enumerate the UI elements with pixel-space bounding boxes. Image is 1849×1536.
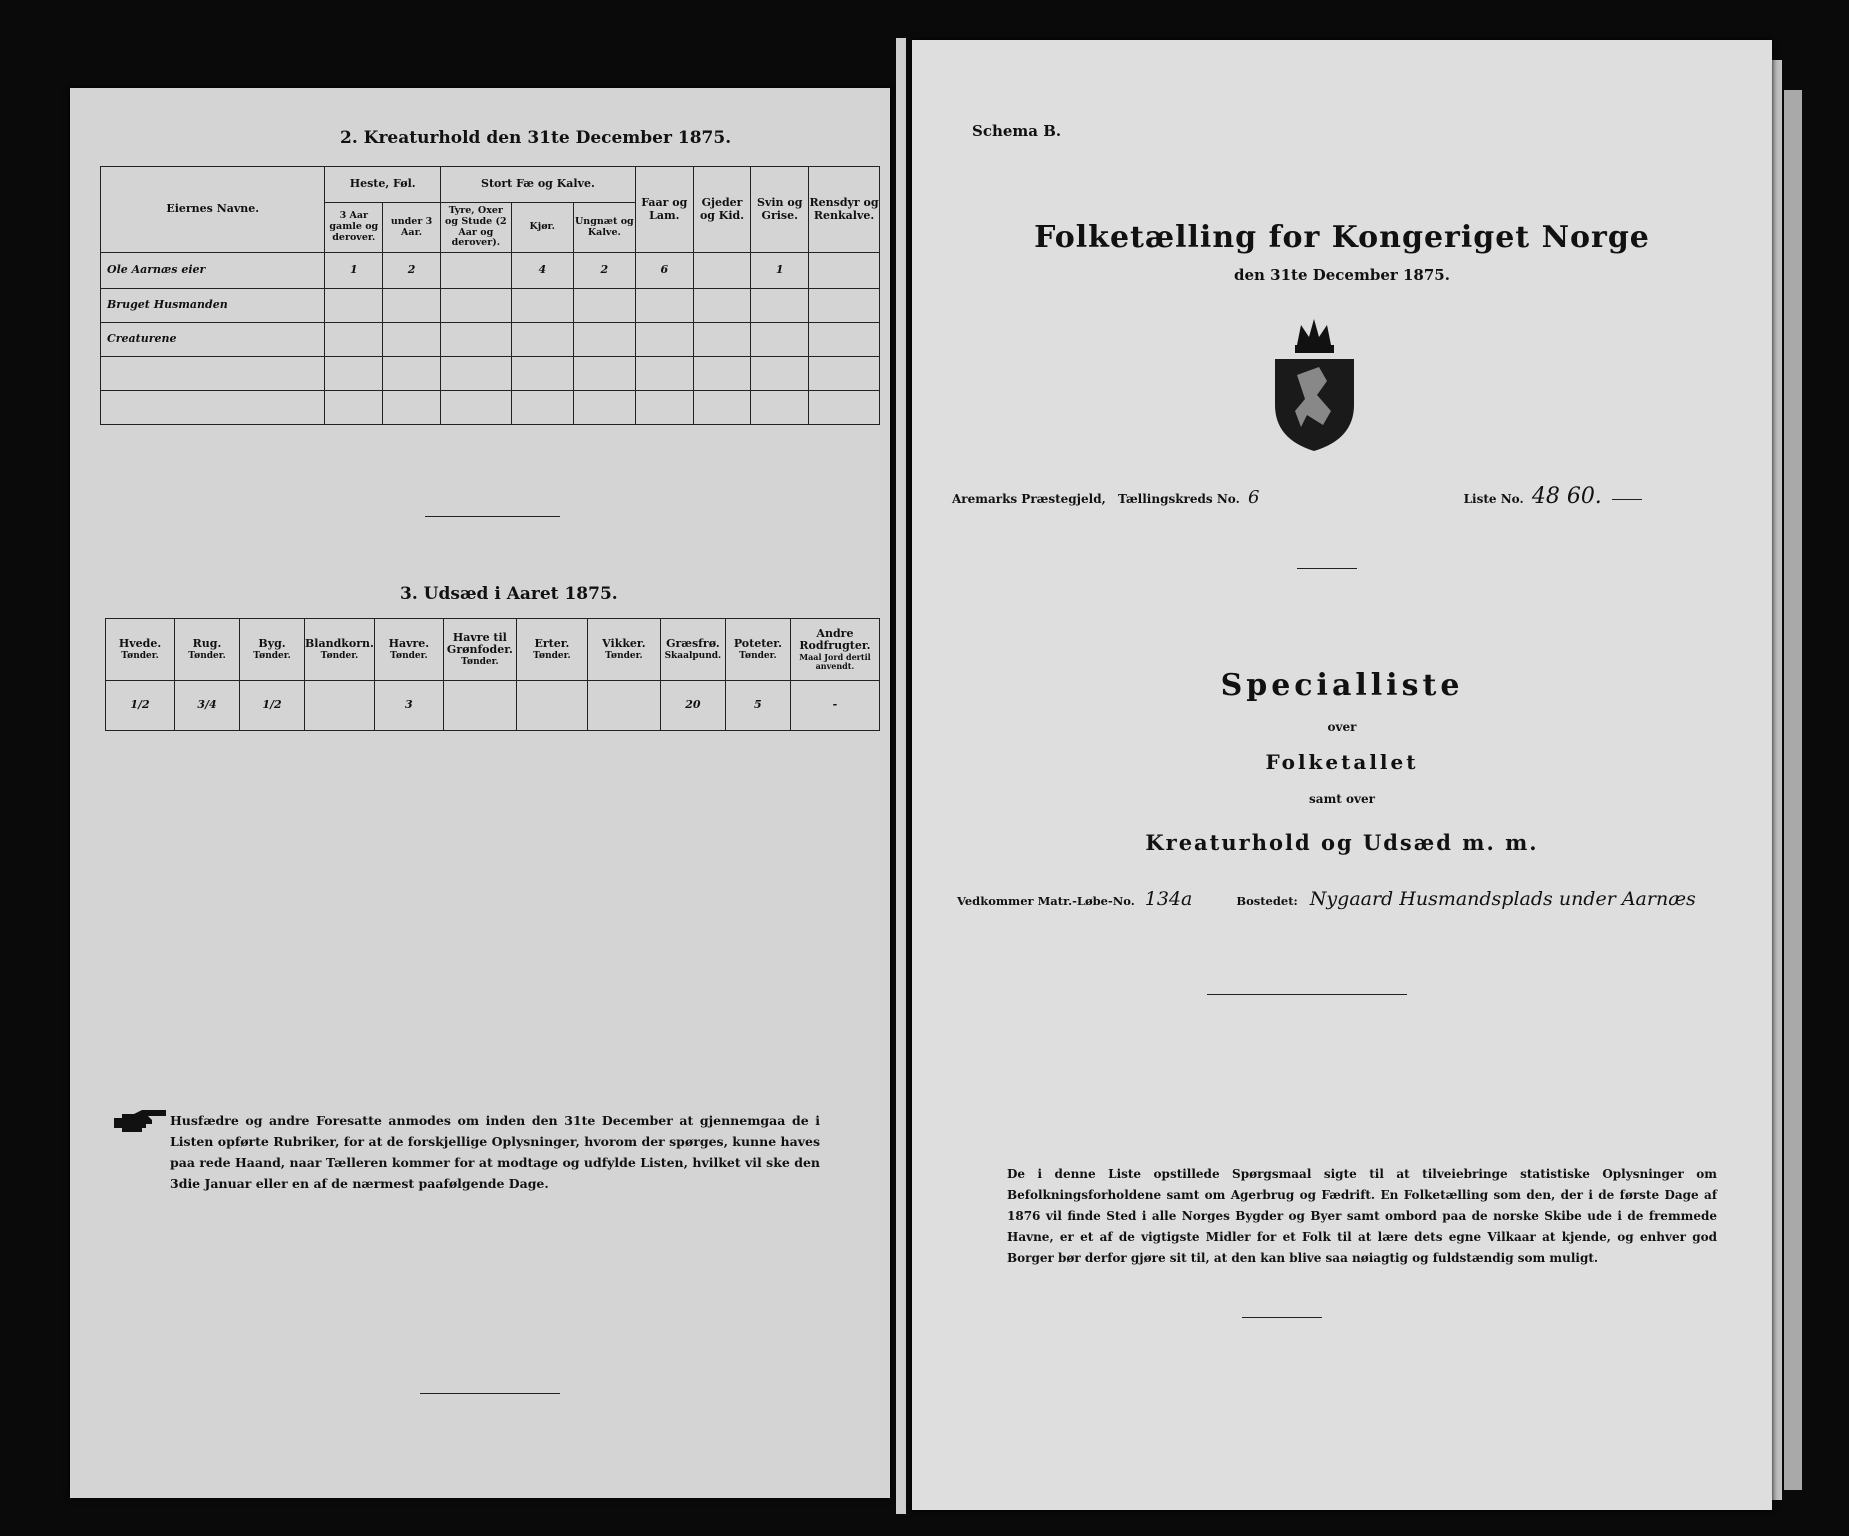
seed-value: 3 bbox=[374, 681, 443, 731]
owner-cell: Ole Aarnæs eier bbox=[101, 253, 325, 289]
seed-header: Havre. Tønder. bbox=[374, 619, 443, 681]
samt-over-text: samt over bbox=[1309, 792, 1375, 806]
sheep-header: Faar og Lam. bbox=[635, 167, 693, 253]
table-row bbox=[101, 289, 880, 323]
cattle-header: Stort Fæ og Kalve. bbox=[440, 167, 635, 203]
bosted-label: Bostedet: bbox=[1236, 894, 1298, 908]
owner-header: Eiernes Navne. bbox=[101, 167, 325, 253]
pigs-header: Svin og Grise. bbox=[751, 167, 809, 253]
section3-title: 3. Udsæd i Aaret 1875. bbox=[400, 584, 618, 604]
liste-value: 48 60. bbox=[1531, 484, 1602, 509]
seed-header: Byg. Tønder. bbox=[240, 619, 305, 681]
divider bbox=[420, 1393, 560, 1394]
notice-text: Husfædre og andre Foresatte anmodes om inden den 31te December at gjennemgaa de i Listen opførte Rubriker, for at de forskjellige Oplysninger, hvorom der spørges, kunne haves paa rede Haand, naar Tælleren kommer for at modtage og udfylde Listen, hvilket vil ske den 3die Januar eller en af de nærmest paafølgende Dage. bbox=[170, 1113, 820, 1191]
seed-value: 3/4 bbox=[175, 681, 240, 731]
calves-cell: 2 bbox=[573, 253, 635, 289]
prestegjeld-label: Aremarks Præstegjeld, bbox=[952, 492, 1106, 506]
bulls-header: Tyre, Oxer og Stude (2 Aar og derover). bbox=[440, 203, 511, 253]
livestock-table bbox=[100, 166, 880, 425]
seed-header: Hvede. Tønder. bbox=[106, 619, 175, 681]
over-text: over bbox=[1327, 720, 1357, 734]
horses-young-cell: 2 bbox=[383, 253, 441, 289]
table-row bbox=[106, 681, 880, 731]
left-page bbox=[70, 88, 890, 1498]
krets-value: 6 bbox=[1247, 487, 1260, 508]
seed-header: Havre til Grønfoder. Tønder. bbox=[443, 619, 516, 681]
seed-value: - bbox=[790, 681, 879, 731]
seed-value bbox=[587, 681, 660, 731]
reindeer-cell bbox=[809, 253, 880, 289]
matr-line bbox=[957, 888, 1757, 910]
section2-title: 2. Kreaturhold den 31te December 1875. bbox=[340, 128, 732, 148]
cows-header: Kjør. bbox=[511, 203, 573, 253]
specialliste-title: Specialliste bbox=[1220, 668, 1464, 703]
krets-label: Tællingskreds No. bbox=[1117, 492, 1240, 506]
table-row bbox=[101, 357, 880, 391]
seed-value bbox=[305, 681, 375, 731]
horses-old-cell: 1 bbox=[325, 253, 383, 289]
census-date: den 31te December 1875. bbox=[1234, 266, 1450, 284]
seed-value: 1/2 bbox=[240, 681, 305, 731]
reindeer-header: Rensdyr og Renkalve. bbox=[809, 167, 880, 253]
kreaturhold-title: Kreaturhold og Udsæd m. m. bbox=[1145, 830, 1539, 855]
bulls-cell bbox=[440, 253, 511, 289]
seed-header: Poteter. Tønder. bbox=[725, 619, 790, 681]
coat-of-arms-icon bbox=[1267, 315, 1362, 455]
divider bbox=[1297, 568, 1357, 569]
seed-table bbox=[105, 618, 880, 731]
horses-header: Heste, Føl. bbox=[325, 167, 440, 203]
census-title: Folketælling for Kongeriget Norge bbox=[1034, 220, 1650, 255]
folketallet-title: Folketallet bbox=[1265, 750, 1419, 774]
right-page bbox=[912, 40, 1772, 1510]
horses-young-header: under 3 Aar. bbox=[383, 203, 441, 253]
matr-value: 134a bbox=[1144, 888, 1193, 910]
divider bbox=[425, 516, 560, 517]
info-text: De i denne Liste opstillede Spørgsmaal sigte til at tilveiebringe statistiske Oplysninger om Befolkningsforholdene samt om Agerbrug og Fædrift. En Folketælling som den, der i de første Dage af 1876 vil finde Sted i alle Norges Bygder og Byer samt ombord paa de norske Skibe ude i de fremmede Havne, er et af de vigtigste Midler for et Folk til at lære dets egne Vilkaar at kjende, og enhver god Borger bør derfor gjøre sit til, at den kan blive saa nøiagtig og fuldstændig som muligt. bbox=[1007, 1167, 1717, 1265]
seed-header: Græsfrø. Skaalpund. bbox=[660, 619, 725, 681]
owner-cell: Bruget Husmanden bbox=[101, 289, 325, 323]
goats-header: Gjeder og Kid. bbox=[693, 167, 751, 253]
schema-label: Schema B. bbox=[972, 122, 1062, 140]
goats-cell bbox=[693, 253, 751, 289]
sheep-cell: 6 bbox=[635, 253, 693, 289]
seed-header: Erter. Tønder. bbox=[516, 619, 587, 681]
owner-cell: Creaturene bbox=[101, 323, 325, 357]
bosted-value: Nygaard Husmandsplads under Aarnæs bbox=[1309, 888, 1696, 910]
district-line bbox=[952, 484, 1752, 509]
pointing-hand-icon bbox=[112, 1110, 168, 1136]
cows-cell: 4 bbox=[511, 253, 573, 289]
matr-label: Vedkommer Matr.-Løbe-No. bbox=[957, 894, 1135, 908]
seed-header: Blandkorn. Tønder. bbox=[305, 619, 375, 681]
divider bbox=[1207, 994, 1407, 995]
table-row bbox=[101, 323, 880, 357]
page-edge bbox=[1772, 60, 1782, 1500]
page-edge bbox=[896, 38, 906, 1514]
seed-header: Rug. Tønder. bbox=[175, 619, 240, 681]
seed-header: Andre Rodfrugter. Maal Jord dertil anvendt. bbox=[790, 619, 879, 681]
page-edge bbox=[1784, 90, 1802, 1490]
seed-value: 1/2 bbox=[106, 681, 175, 731]
seed-value: 20 bbox=[660, 681, 725, 731]
calves-header: Ungnæt og Kalve. bbox=[573, 203, 635, 253]
seed-header: Vikker. Tønder. bbox=[587, 619, 660, 681]
table-row bbox=[101, 253, 880, 289]
table-row bbox=[101, 391, 880, 425]
divider bbox=[1242, 1317, 1322, 1318]
liste-label: Liste No. bbox=[1463, 492, 1524, 506]
horses-old-header: 3 Aar gamle og derover. bbox=[325, 203, 383, 253]
seed-value bbox=[516, 681, 587, 731]
seed-value bbox=[443, 681, 516, 731]
pigs-cell: 1 bbox=[751, 253, 809, 289]
seed-value: 5 bbox=[725, 681, 790, 731]
